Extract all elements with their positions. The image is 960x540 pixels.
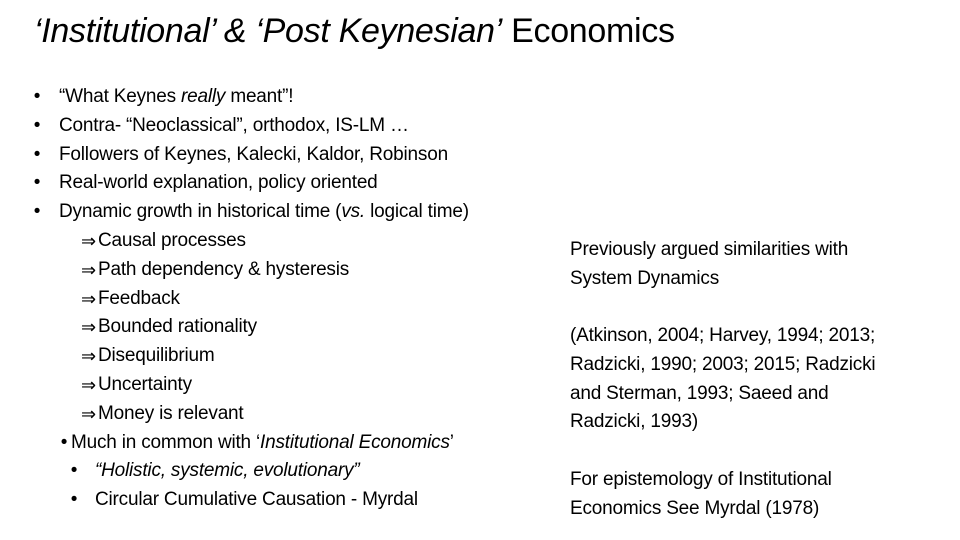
implication-text: Money is relevant [98, 402, 244, 424]
bullet-dot-icon: • [70, 489, 78, 511]
slide-title [34, 8, 675, 54]
implication-text: Uncertainty [98, 373, 192, 395]
bullet-dot-icon: • [33, 86, 41, 107]
note-line: Radzicki, 1993) [570, 411, 698, 433]
note-line: Radzicki, 1990; 2003; 2015; Radzicki [570, 353, 876, 375]
bullet-dot-icon: • [60, 431, 68, 453]
bullet-text-part: “What Keynes [59, 86, 182, 107]
bullet-text: Real-world explanation, policy oriented [59, 172, 378, 194]
similarities-note [570, 236, 950, 294]
note-line: (Atkinson, 2004; Harvey, 1994; 2013; [570, 325, 876, 346]
citations-note [570, 322, 950, 437]
bullet-item [30, 429, 570, 458]
implication-item [30, 285, 570, 314]
bullet-text-part: Much in common with ‘ [71, 431, 261, 453]
bullet-text-emphasis: vs. [341, 201, 365, 223]
note-line: and Sterman, 1993; Saeed and [570, 382, 829, 404]
bullet-dot-icon: • [33, 172, 41, 194]
bullet-text: Contra- “Neoclassical”, orthodox, IS-LM … [59, 114, 409, 136]
bullet-text-emphasis: really [181, 86, 226, 107]
sub-bullet-item [30, 457, 570, 486]
implies-arrow-icon: ⇒ [81, 288, 96, 309]
bullet-text-emphasis: Institutional Economics [260, 431, 450, 453]
implication-text: Bounded rationality [98, 316, 257, 338]
bullet-dot-icon: • [33, 143, 41, 165]
slide-title-italic: ‘Institutional’ & ‘Post Keynesian’ [34, 12, 502, 50]
note-line: System Dynamics [570, 267, 720, 289]
implication-text: Causal processes [98, 229, 246, 251]
bullet-item [30, 83, 570, 112]
note-line: Previously argued similarities with [570, 239, 849, 260]
bullet-text-part: Dynamic growth in historical time ( [59, 201, 342, 223]
sub-bullet-text: Circular Cumulative Causation - Myrdal [95, 489, 418, 511]
bullet-text [71, 429, 454, 458]
bullet-dot-icon: • [33, 201, 41, 223]
epistemology-note [570, 466, 950, 524]
implication-text: Disequilibrium [98, 345, 215, 367]
implication-item [30, 342, 570, 371]
left-column [30, 83, 570, 515]
implies-arrow-icon: ⇒ [81, 230, 96, 251]
implication-item [30, 313, 570, 342]
bullet-text-part: meant”! [225, 86, 294, 107]
bullet-text [59, 83, 293, 112]
implication-text: Path dependency & hysteresis [98, 258, 350, 280]
bullet-item [30, 112, 570, 141]
implies-arrow-icon: ⇒ [81, 317, 96, 338]
bullet-text: Followers of Keynes, Kalecki, Kaldor, Robinson [59, 143, 448, 165]
bullet-item [30, 169, 570, 198]
implication-item [30, 227, 570, 256]
note-line: For epistemology of Institutional [570, 469, 832, 490]
implies-arrow-icon: ⇒ [81, 374, 96, 395]
slide-title-plain: Economics [501, 12, 675, 50]
bullet-text-part: logical time) [365, 201, 469, 223]
bullet-item [30, 198, 570, 227]
implication-item [30, 256, 570, 285]
sub-bullet-emphasis: “Holistic, systemic, evolutionary” [95, 460, 360, 482]
implies-arrow-icon: ⇒ [81, 403, 96, 424]
bullet-text-part: ’ [449, 431, 454, 453]
implication-text: Feedback [98, 287, 180, 309]
implies-arrow-icon: ⇒ [81, 346, 96, 367]
sub-bullet-item [30, 486, 570, 515]
implication-item [30, 371, 570, 400]
implication-item [30, 400, 570, 429]
bullet-dot-icon: • [33, 114, 41, 136]
sub-bullet-text [95, 457, 360, 486]
bullet-item [30, 141, 570, 170]
note-line: Economics See Myrdal (1978) [570, 497, 820, 519]
bullet-dot-icon: • [70, 460, 78, 482]
implies-arrow-icon: ⇒ [81, 259, 96, 280]
bullet-text [59, 198, 469, 227]
